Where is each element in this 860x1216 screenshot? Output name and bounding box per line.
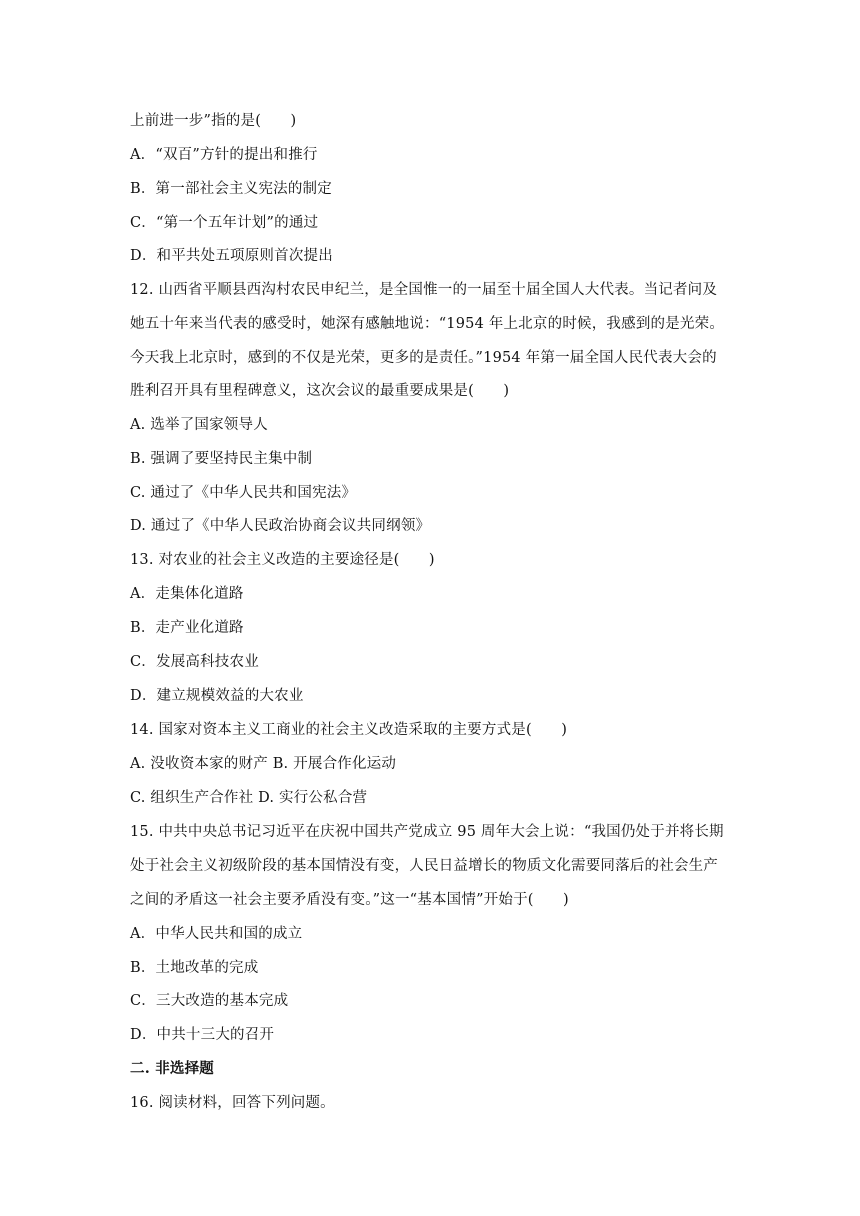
q11-option-d: D．和平共处五项原则首次提出 [130,248,333,264]
q12-option-b: B. 强调了要坚持民主集中制 [130,451,313,467]
q11-option-a: A．“双百”方针的提出和推行 [130,147,318,163]
q13-option-a: A．走集体化道路 [130,586,244,602]
q12-option-d: D. 通过了《中华人民政治协商会议共同纲领》 [130,518,431,534]
q15-option-b: B．土地改革的完成 [130,960,259,976]
q15-stem-line-2: 处于社会主义初级阶段的基本国情没有变，人民日益增长的物质文化需要同落后的社会生产 [130,858,718,874]
q15-option-c: C．三大改造的基本完成 [130,993,289,1009]
q13-option-d: D．建立规模效益的大农业 [130,688,304,704]
q11-stem-continued: 上前进一步”指的是( ) [130,113,297,129]
q11-option-b: B．第一部社会主义宪法的制定 [130,181,332,197]
q16-stem: 16. 阅读材料，回答下列问题。 [130,1095,335,1111]
q14-options-ab: A. 没收资本家的财产 B. 开展合作化运动 [130,756,397,772]
q12-stem-line-2: 她五十年来当代表的感受时，她深有感触地说：“1954 年上北京的时候，我感到的是光荣。 [130,316,725,332]
q15-stem-line-1: 15. 中共中央总书记习近平在庆祝中国共产党成立 95 周年大会上说：“我国仍处于并将长期 [130,824,724,840]
q13-stem: 13. 对农业的社会主义改造的主要途径是( ) [130,552,435,568]
q12-stem-line-1: 12. 山西省平顺县西沟村农民申纪兰，是全国惟一的一届至十届全国人大代表。当记者问及 [130,282,718,298]
q15-option-a: A．中华人民共和国的成立 [130,926,303,942]
q14-stem: 14. 国家对资本主义工商业的社会主义改造采取的主要方式是( ) [130,722,568,738]
q12-stem-line-3: 今天我上北京时，感到的不仅是光荣，更多的是责任。”1954 年第一届全国人民代表大会的 [130,350,717,366]
q12-option-a: A. 选举了国家领导人 [130,417,268,433]
q11-option-c: C．“第一个五年计划”的通过 [130,215,319,231]
q15-stem-line-3: 之间的矛盾这一社会主要矛盾没有变。”这一“基本国情”开始于( ) [130,892,569,908]
q12-stem-line-4: 胜利召开具有里程碑意义，这次会议的最重要成果是( ) [130,383,510,399]
q12-option-c: C. 通过了《中华人民共和国宪法》 [130,485,357,501]
q14-options-cd: C. 组织生产合作社 D. 实行公私合营 [130,790,368,806]
q13-option-b: B．走产业化道路 [130,620,244,636]
section-heading-non-choice: 二. 非选择题 [130,1060,214,1077]
q15-option-d: D．中共十三大的召开 [130,1027,275,1043]
q13-option-c: C．发展高科技农业 [130,654,259,670]
